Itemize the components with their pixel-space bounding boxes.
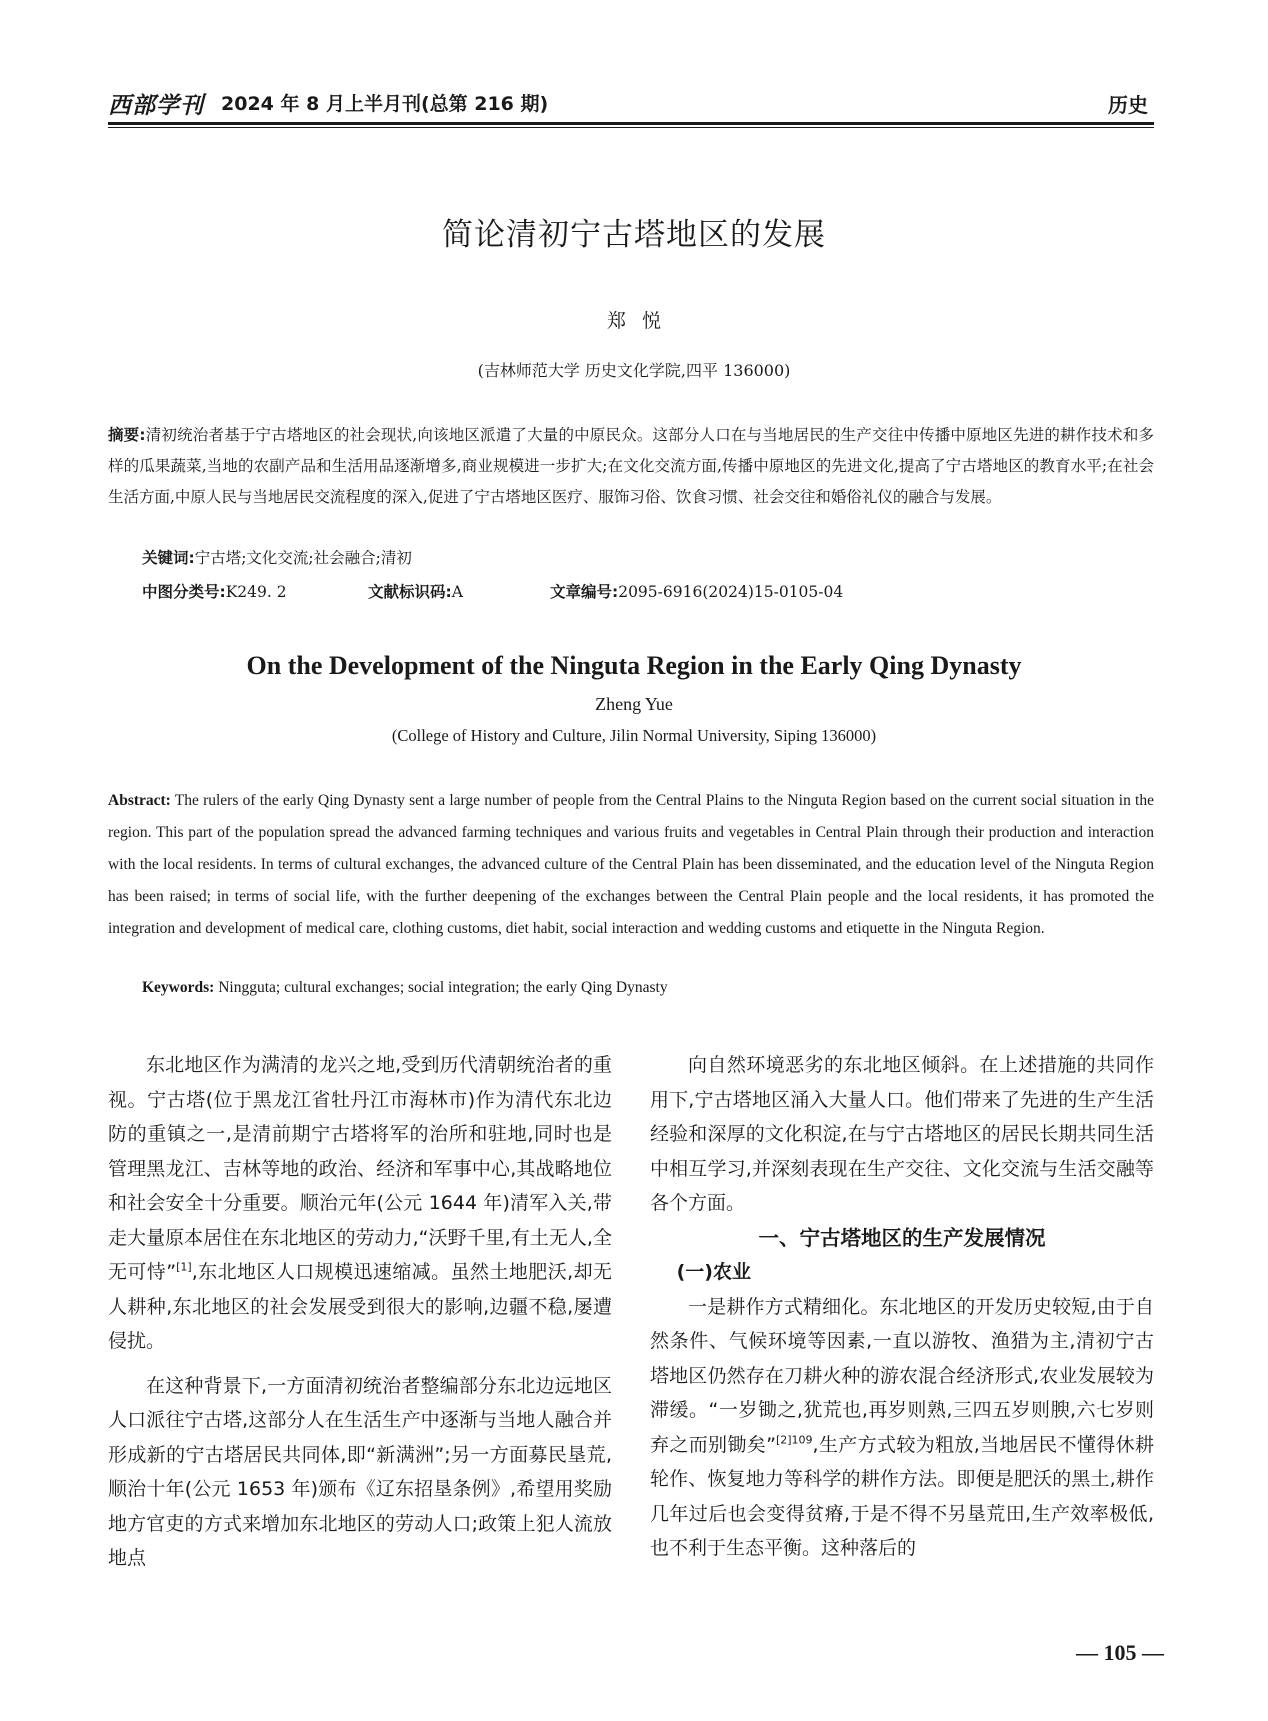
body-column-left (108, 1048, 612, 1576)
section-name: 历史 (1108, 93, 1148, 117)
issue-info: 2024 年 8 月上半月刊(总第 216 期) (221, 93, 549, 115)
article-no-label: 文章编号: (550, 583, 619, 601)
affiliation-zh: (吉林师范大学 历史文化学院,四平 136000) (477, 361, 791, 380)
abstract-zh-text: 清初统治者基于宁古塔地区的社会现状,向该地区派遣了大量的中原民众。这部分人口在与当地居民的生产交往中传播中原地区先进的耕作技术和多样的瓜果蔬菜,当地的农副产品和生活用品逐渐增多,商业规模进一步扩大;在文化交流方面,传播中原地区的先进文化,提高了宁古塔地区的教育水平;在社会生活方面,中原人民与当地居民交流程度的深入,促进了宁古塔地区医疗、服饰习俗、饮食习惯、社会交往和婚俗礼仪的融合与发展。 (108, 426, 1154, 506)
article-no-value: 2095-6916(2024)15-0105-04 (618, 583, 844, 601)
body-text: ,东北地区人口规模迅速缩减。虽然土地肥沃,却无人耕种,东北地区的社会发展受到很大的影响,边疆不稳,屡遭侵扰。 (108, 1261, 612, 1352)
abstract-en-label: Abstract: (108, 792, 171, 809)
article-title-en: On the Development of the Ninguta Region in the Early Qing Dynasty (246, 651, 1022, 680)
body-paragraph: 向自然环境恶劣的东北地区倾斜。在上述措施的共同作用下,宁古塔地区涌入大量人口。他们带来了先进的生产生活经验和深厚的文化积淀,在与宁古塔地区的居民长期共同生活中相互学习,并深刻表现在生产交往、文化交流与生活交融等各个方面。 (650, 1054, 1154, 1214)
doc-code-label: 文献标识码: (368, 583, 452, 601)
body-text: 一是耕作方式精细化。东北地区的开发历史较短,由于自然条件、气候环境等因素,一直以游牧、渔猎为主,清初宁古塔地区仍然存在刀耕火种的游农混合经济形式,农业发展较为滞缓。“一岁锄之,犹荒也,再岁则熟,三四五岁则腴,六七岁则弃之而别锄矣” (650, 1295, 1154, 1456)
clc-value: K249. 2 (225, 583, 287, 601)
journal-name: 西部学刊 (108, 92, 204, 119)
page-number: — 105 — (1076, 1640, 1164, 1665)
body-text: 东北地区作为满清的龙兴之地,受到历代清朝统治者的重视。宁古塔(位于黑龙江省牡丹江市海林市)作为清代东北边防的重镇之一,是清前期宁古塔将军的治所和驻地,同时也是管理黑龙江、吉林等地的政治、经济和军事中心,其战略地位和社会安全十分重要。顺治元年(公元 1644 年)清军入关,带走大量原本居住在东北地区的劳动力,“沃野千里,有土无人,全无可恃” (108, 1054, 612, 1283)
citation: [2]109 (775, 1433, 813, 1447)
citation: [1] (176, 1260, 192, 1274)
keywords-zh-text: 宁古塔;文化交流;社会融合;清初 (194, 549, 412, 567)
header-rule-thin (108, 127, 1154, 128)
affiliation-en: (College of History and Culture, Jilin Normal University, Siping 136000) (391, 726, 877, 745)
body-text: ,生产方式较为粗放,当地居民不懂得休耕轮作、恢复地力等科学的耕作方法。即便是肥沃的黑土,耕作几年过后也会变得贫瘠,于是不得不另垦荒田,生产效率极低,也不利于生态平衡。这种落后的 (650, 1433, 1154, 1559)
abstract-zh-label: 摘要: (108, 426, 146, 444)
keywords-en-label: Keywords: (142, 979, 215, 996)
keywords-en (142, 979, 668, 997)
section-heading: 一、宁古塔地区的生产发展情况 (758, 1225, 1046, 1250)
header-rule (108, 122, 1154, 125)
abstract-zh (108, 420, 1154, 513)
body-paragraph: 在这种背景下,一方面清初统治者整编部分东北边远地区人口派往宁古塔,这部分人在生活生产中逐渐与当地人融合并形成新的宁古塔居民共同体,即“新满洲”;另一方面募民垦荒,顺治十年(公元 1653 年)颁布《辽东招垦条例》,希望用奖励地方官吏的方式来增加东北地区的劳动人口;政策上犯人流放地点 (108, 1374, 612, 1569)
article-title-zh: 简论清初宁古塔地区的发展 (442, 217, 826, 253)
author-zh: 郑悦 (606, 310, 677, 332)
article-meta (142, 580, 1152, 602)
abstract-en (108, 785, 1154, 945)
clc-label: 中图分类号: (142, 583, 226, 601)
abstract-en-text: The rulers of the early Qing Dynasty sent a large number of people from the Central Plains to the Ninguta Region based on the current social situation in the region. This part of the population spread the advanced farming techniques and various fruits and vegetables in Central Plain through their production and interaction with the local residents. In terms of cultural exchanges, the advanced culture of the Central Plain has been disseminated, and the education level of the Ninguta Region has been raised; in terms of social life, with the further deepening of the exchanges between the Central Plain people and the local residents, it has promoted the integration and development of medical care, clothing customs, diet habit, social interaction and wedding customs and etiquette in the Ninguta Region. (108, 792, 1154, 937)
keywords-en-text: Ningguta; cultural exchanges; social integration; the early Qing Dynasty (218, 979, 668, 996)
keywords-zh-label: 关键词: (142, 549, 195, 567)
keywords-zh (142, 546, 412, 568)
subsection-heading: (一)农业 (676, 1261, 751, 1283)
running-header (108, 87, 1154, 121)
author-en: Zheng Yue (595, 694, 673, 714)
body-paragraph (650, 1290, 1154, 1566)
body-paragraph (108, 1048, 612, 1359)
body-column-right (650, 1048, 1154, 1566)
doc-code-value: A (451, 583, 463, 601)
